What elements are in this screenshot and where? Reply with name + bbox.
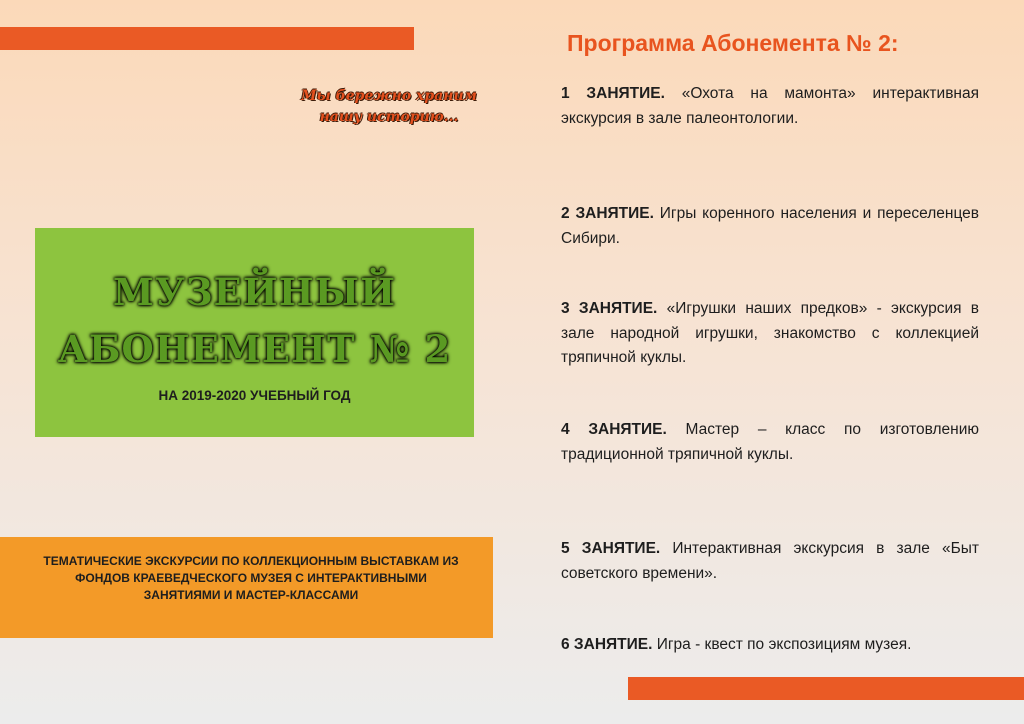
- slogan-line-2: нашу историю...: [319, 109, 459, 125]
- lesson-item: [561, 418, 979, 467]
- lesson-label: 5 ЗАНЯТИЕ.: [561, 540, 661, 557]
- school-year-subtitle: НА 2019-2020 УЧЕБНЫЙ ГОД: [158, 388, 351, 403]
- lesson-item: [561, 537, 979, 586]
- program-title: Программа Абонемента № 2:: [567, 30, 899, 56]
- lesson-label: 1 ЗАНЯТИЕ.: [561, 85, 665, 102]
- slogan-line-1: Мы бережно храним: [301, 88, 477, 104]
- lesson-text: Игры коренного населения и переселенцев Сибири.: [561, 205, 979, 247]
- bottom-accent-bar: [628, 677, 1024, 700]
- lesson-text: «Игрушки наших предков» - экскурсия в зале народной игрушки, знакомство с коллекцией тряпичной куклы.: [561, 300, 980, 366]
- lesson-label: 4 ЗАНЯТИЕ.: [561, 421, 667, 438]
- page-title: [35, 264, 474, 378]
- lesson-item: [561, 202, 979, 251]
- lesson-text: Интерактивная экскурсия в зале «Быт советского времени».: [561, 540, 980, 582]
- lesson-text: Игра - квест по экспозициям музея.: [652, 636, 912, 653]
- lesson-label: 3 ЗАНЯТИЕ.: [561, 300, 658, 317]
- description-block: [0, 537, 493, 638]
- lesson-item: [561, 297, 979, 371]
- subscription-title-block: [35, 228, 474, 437]
- top-accent-bar: [0, 27, 414, 50]
- lesson-label: 6 ЗАНЯТИЕ.: [561, 636, 653, 653]
- title-line-1: МУЗЕЙНЫЙ: [112, 270, 397, 314]
- lesson-item: [561, 633, 979, 658]
- lesson-label: 2 ЗАНЯТИЕ.: [561, 205, 654, 222]
- lesson-text: Мастер – класс по изготовлению традиционной тряпичной куклы.: [561, 421, 980, 463]
- description-text: ТЕМАТИЧЕСКИЕ ЭКСКУРСИИ ПО КОЛЛЕКЦИОННЫМ ВЫСТАВКАМ ИЗ ФОНДОВ КРАЕВЕДЧЕСКОГО МУЗЕЯ С ИНТЕРАКТИВНЫМИ ЗАНЯТИЯМИ И МАСТЕР-КЛАССАМИ: [43, 554, 459, 602]
- title-line-2: АБОНЕМЕНТ № 2: [57, 327, 452, 371]
- lesson-text: «Охота на мамонта» интерактивная экскурсия в зале палеонтологии.: [561, 85, 979, 127]
- slogan: [280, 86, 498, 128]
- lesson-item: [561, 82, 979, 131]
